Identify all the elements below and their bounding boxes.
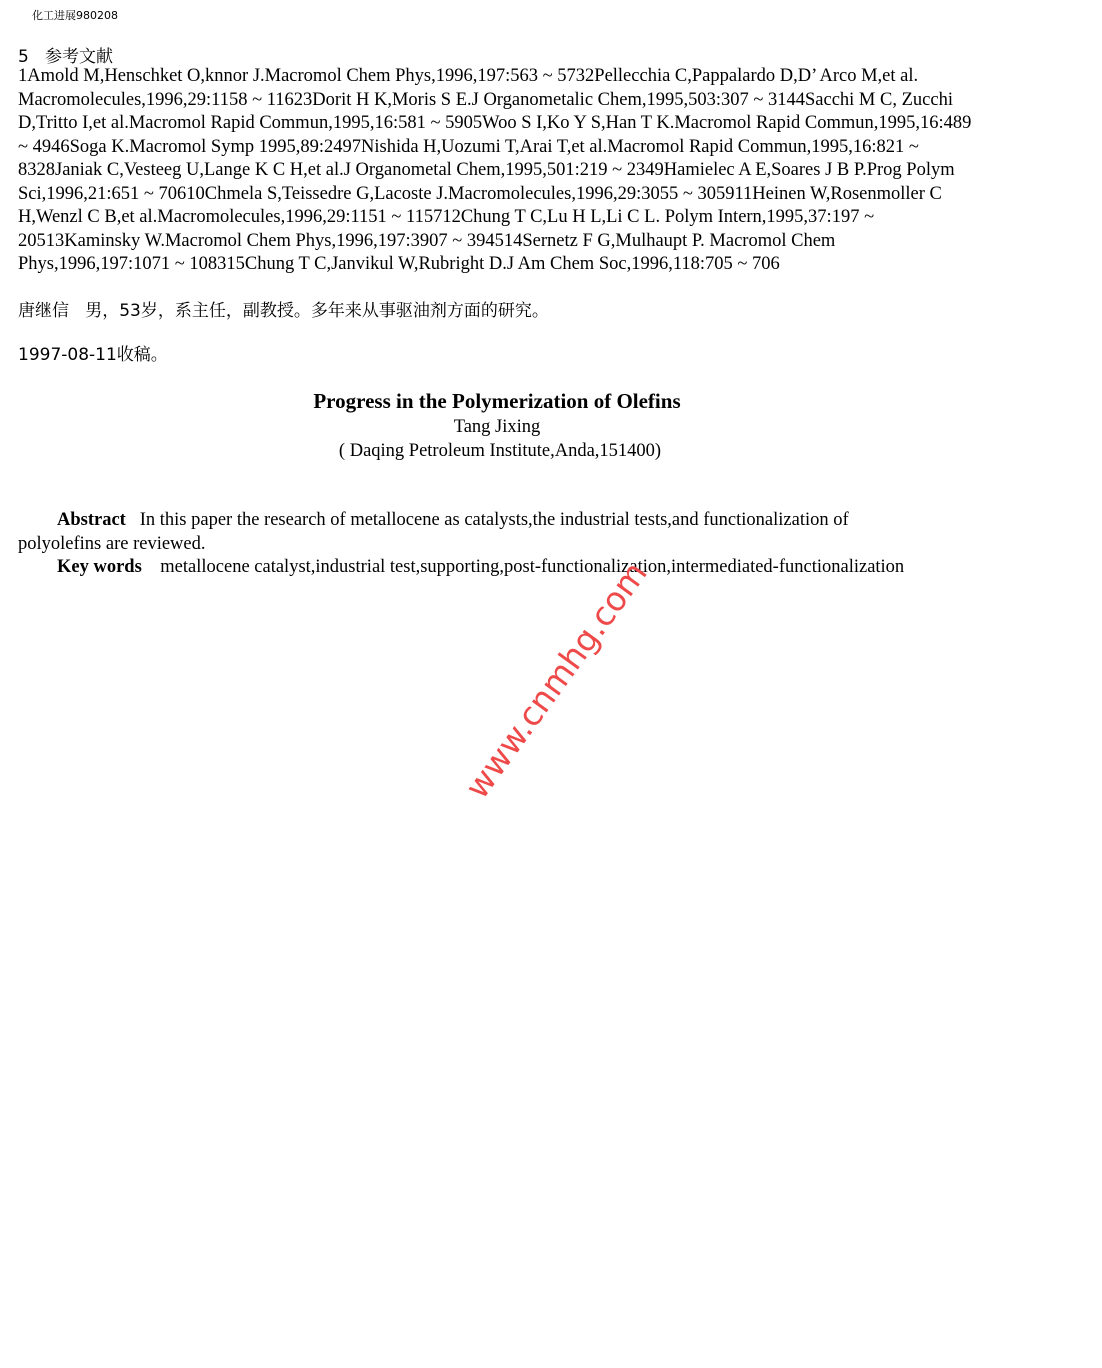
english-author: Tang Jixing [453,417,541,437]
keywords-text: metallocene catalyst,industrial test,supporting,post-functionalization,intermediated-functionalization [160,557,905,577]
section-number: 5 [18,47,29,67]
reference-list: 1Amold M,Henschket O,knnor J.Macromol Chem Phys,1996,197:563 ~ 5732Pellecchia C,Pappalardo D,D’ Arco M,et al. Macromolecules,1996,29:1158 ~ 11623Dorit H K,Moris S E.J Organometalic Chem,1995,503:307 ~ 3144Sacchi M C, Zucchi D,Tritto I,et al.Macromol Rapid Commun,1995,16:581 ~ 5905Woo S I,Ko Y S,Han T K.Macromol Rapid Commun,1995,16:489 ~ 4946Soga K.Macromol Symp 1995,89:2497Nishida H,Uozumi T,Arai T,et al.Macromol Rapid Commun,1995,16:821 ~ 8328Janiak C,Vesteeg U,Lange K C H,et al.J Organometal Chem,1995,501:219 ~ 2349Hamielec A E,Soares J B P.Prog Polym Sci,1996,21:651 ~ 70610Chmela S,Teissedre G,Lacoste J.Macromolecules,1996,29:3055 ~ 305911Heinen W,Rosenmoller C H,Wenzl C B,et al.Macromolecules,1996,29:1151 ~ 115712Chung T C,Lu H L,Li C L. Polym Intern,1995,37:197 ~ 20513Kaminsky W.Macromol Chem Phys,1996,197:3907 ~ 394514Sernetz F G,Mulhaupt P. Macromol Chem Phys,1996,197:1071 ~ 108315Chung T C,Janvikul W,Rubright D.J Am Chem Soc,1996,118:705 ~ 706 [18,66,972,274]
received-date: 1997-08-11收稿。 [18,345,168,365]
english-title: Progress in the Polymerization of Olefins [313,389,681,413]
abstract-text: In this paper the research of metallocene as catalysts,the industrial tests,and functionalization of polyolefins are reviewed. [18,510,849,554]
keywords-line [57,556,904,580]
abstract-label: Abstract [57,510,126,530]
author-name: 唐继信 [18,301,69,321]
author-details: 男，53岁，系主任，副教授。多年来从事驱油剂方面的研究。 [85,301,549,321]
watermark: www.cnmhg.com [457,554,655,806]
english-affiliation: ( Daqing Petroleum Institute,Anda,151400) [338,441,662,461]
section-title: 参考文献 [45,47,114,67]
journal-header: 化工进展980208 [32,9,118,22]
section-heading [18,42,113,67]
abstract-paragraph [18,509,928,556]
author-note [18,296,549,321]
keywords-label: Key words [57,557,142,577]
